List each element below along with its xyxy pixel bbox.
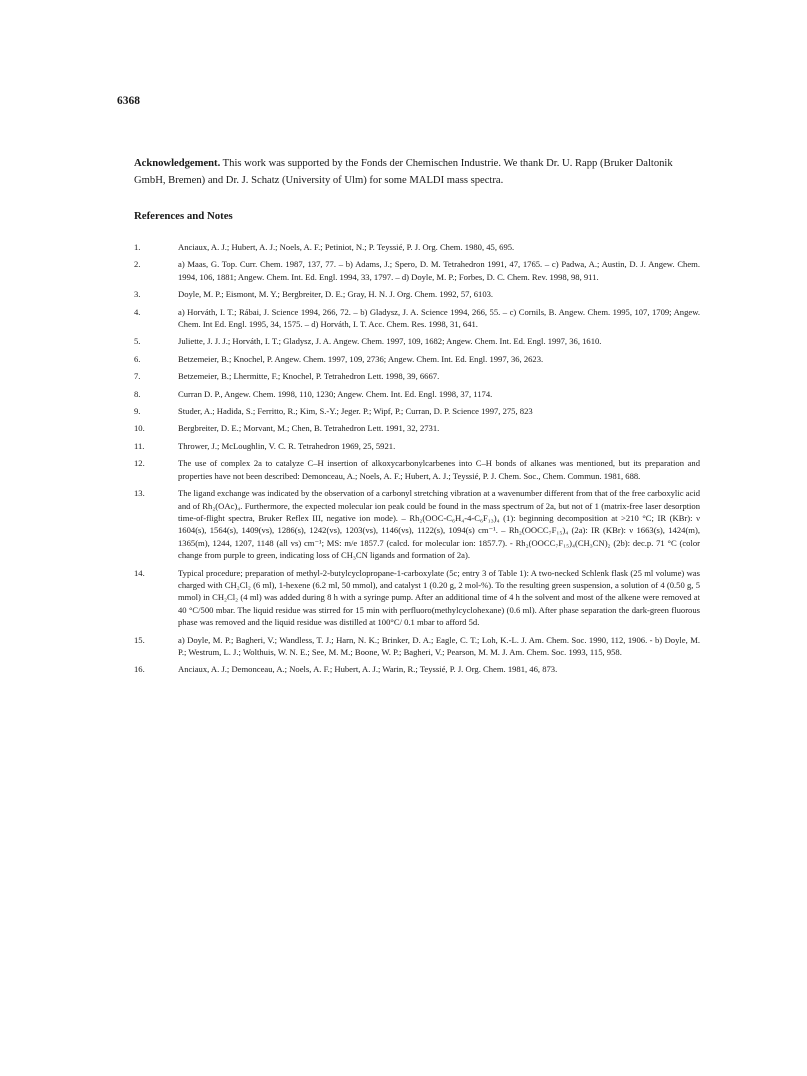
- reference-number: 16.: [134, 664, 145, 675]
- reference-item: [134, 567, 700, 629]
- references-heading: References and Notes: [134, 210, 233, 222]
- reference-item: [134, 663, 700, 675]
- reference-item: [134, 440, 700, 452]
- reference-text: Doyle, M. P.; Eismont, M. Y.; Bergbreiter, D. E.; Gray, H. N. J. Org. Chem. 1992, 57, 6103.: [178, 289, 494, 300]
- reference-text: The use of complex 2a to catalyze C–H insertion of alkoxycarbonylcarbenes into C–H bonds of alkanes was mentioned, but its preparation and properties have not been described: Demonceau, A.; Noels, A. F.; Hubert, A. J.; Teyssié, P. J. Chem. Soc., Chem. Commun. 1981, 688.: [178, 458, 700, 481]
- reference-number: 7.: [134, 371, 141, 382]
- reference-text: Betzemeier, B.; Knochel, P. Angew. Chem. 1997, 109, 2736; Angew. Chem. Int. Ed. Engl. 1997, 36, 2623.: [178, 353, 544, 364]
- reference-item: [134, 422, 700, 434]
- reference-number: 4.: [134, 306, 141, 317]
- acknowledgement-text: This work was supported by the Fonds der Chemischen Industrie. We thank Dr. U. Rapp (Bruker Daltonik GmbH, Bremen) and Dr. J. Schatz (University of Ulm) for some MALDI mass spectra.: [134, 157, 673, 186]
- reference-number: 3.: [134, 289, 141, 300]
- reference-text: Juliette, J. J. J.; Horváth, I. T.; Gladysz, J. A. Angew. Chem. 1997, 109, 1682; Angew. Chem. Int. Ed. Engl. 1997, 36, 1610.: [178, 336, 602, 347]
- reference-item: [134, 634, 700, 659]
- reference-item: [134, 258, 700, 283]
- reference-text: Anciaux, A. J.; Demonceau, A.; Noels, A. F.; Hubert, A. J.; Warin, R.; Teyssié, P. J. Org. Chem. 1981, 46, 873.: [178, 664, 558, 675]
- reference-text: Curran D. P., Angew. Chem. 1998, 110, 1230; Angew. Chem. Int. Ed. Engl. 1998, 37, 1174.: [178, 388, 493, 399]
- reference-number: 10.: [134, 423, 145, 434]
- reference-text: a) Horváth, I. T.; Rábai, J. Science 1994, 266, 72. – b) Gladysz, J. A. Science 1994, 266, 55. – c) Cornils, B. Angew. Chem. 1995, 107, 1709; Angew. Chem. Int Ed. Engl. 1995, 34, 1575. – d) Horváth, I. T. Acc. Chem. Res. 1998, 31, 641.: [178, 306, 700, 330]
- reference-item: [134, 405, 700, 417]
- reference-text: Studer, A.; Hadida, S.; Ferritto, R.; Kim, S.-Y.; Jeger. P.; Wipf, P.; Curran, D. P. Science 1997, 275, 823: [178, 406, 533, 417]
- page-number: 6368: [117, 95, 140, 107]
- reference-item: [134, 388, 700, 400]
- acknowledgement: [134, 155, 700, 189]
- reference-item: [134, 335, 700, 347]
- reference-text: a) Maas, G. Top. Curr. Chem. 1987, 137, 77. – b) Adams, J.; Spero, D. M. Tetrahedron 1991, 47, 1765. – c) Padwa, A.; Austin, D. J. Angew. Chem. 1994, 106, 1881; Angew. Chem. Int. Ed. Engl. 1994, 33, 1797. – d) Doyle, M. P.; Forbes, D. C. Chem. Rev. 1998, 98, 911.: [178, 259, 700, 282]
- reference-number: 5.: [134, 336, 141, 347]
- reference-item: [134, 457, 700, 482]
- reference-number: 14.: [134, 567, 145, 578]
- reference-number: 6.: [134, 353, 141, 364]
- reference-number: 1.: [134, 242, 141, 252]
- reference-item: [134, 288, 700, 300]
- reference-text: Typical procedure; preparation of methyl-2-butylcyclopropane-1-carboxylate (5c; entry 3 of Table 1): A two-necked Schlenk flask (25 ml volume) was charged with CH₂Cl₂ (6 ml), 1-hexene (6.2 ml, 50 mmol), and catalyst 1 (0.20 g, 2 mol-%). To the resulting green suspension, a solution of 4 (0.50 g, 5 mmol) in CH₂Cl₂ (4 ml) was added during 8 h with a syringe pump. After an additional time of 4 h the solvent and most of the alkene were removed at 40 °C/500 mbar. The liquid residue was stirred for 15 min with perfluoro(methylcyclohexane) (0.6 ml). After phase separation the dark-green fluorous phase was removed and the liquid residue was distilled at 100°C/ 0.1 mbar to afford 5d.: [178, 567, 700, 628]
- reference-item: [134, 241, 700, 253]
- reference-text: Betzemeier, B.; Lhermitte, F.; Knochel, P. Tetrahedron Lett. 1998, 39, 6667.: [178, 371, 440, 382]
- reference-text: a) Doyle, M. P.; Bagheri, V.; Wandless, T. J.; Harn, N. K.; Brinker, D. A.; Eagle, C. T.; Loh, K.-L. J. Am. Chem. Soc. 1990, 112, 1906. - b) Doyle, M. P.; Westrum, L. J.; Wolthuis, W. N. E.; See, M. M.; Boone, W. P.; Bagheri, V.; Pearson, M. M. J. Am. Chem. Soc. 1993, 115, 958.: [178, 634, 700, 657]
- reference-item: [134, 487, 700, 561]
- reference-number: 15.: [134, 634, 145, 645]
- acknowledgement-heading: Acknowledgement.: [134, 157, 221, 169]
- reference-item: [134, 306, 700, 331]
- reference-number: 12.: [134, 458, 145, 469]
- reference-item: [134, 370, 700, 382]
- references-list: [134, 241, 700, 681]
- reference-number: 11.: [134, 440, 145, 451]
- reference-number: 8.: [134, 388, 141, 399]
- reference-text: Thrower, J.; McLoughlin, V. C. R. Tetrahedron 1969, 25, 5921.: [178, 440, 396, 451]
- reference-text: Bergbreiter, D. E.; Morvant, M.; Chen, B. Tetrahedron Lett. 1991, 32, 2731.: [178, 423, 440, 434]
- reference-text: The ligand exchange was indicated by the observation of a carbonyl stretching vibration at a wavenumber different from that of the free carboxylic acid and of Rh₂(OAc)₄. Furthermore, the expected molecular ion peak could be found in the mass spectrum of 2a, but not of 1 (matrix-free laser desorption time-of-flight spectra, Bruker Reflex III, negative ion mode). – Rh₂(OOC-C₆H₄-4-C₆F₁₃)₄ (1): beginning decomposition at >210 °C; IR (KBr): ν 1604(s), 1564(s), 1409(vs), 1286(s), 1242(vs), 1203(vs), 1146(vs), 1122(s), 1094(s) cm⁻¹. – Rh₂(OOCC₇F₁₅)₄ (2a): IR (KBr): ν 1663(s), 1424(m), 1365(m), 1244, 1207, 1148 (all vs) cm⁻¹; MS: m/e 1857.7 (calcd. for molecular ion: 1857.7). - Rh₂(OOCC₇F₁₅)₄(CH₃CN)₂ (2b): dec.p. 71 °C (color change from purple to green, indicating loss of CH₃CN ligands and formation of 2a).: [178, 488, 700, 561]
- reference-number: 9.: [134, 406, 141, 417]
- reference-number: 2.: [134, 259, 141, 270]
- reference-text: Anciaux, A. J.; Hubert, A. J.; Noels, A. F.; Petiniot, N.; P. Teyssié, P. J. Org. Chem. 1980, 45, 695.: [178, 242, 515, 252]
- reference-item: [134, 353, 700, 365]
- reference-number: 13.: [134, 488, 145, 499]
